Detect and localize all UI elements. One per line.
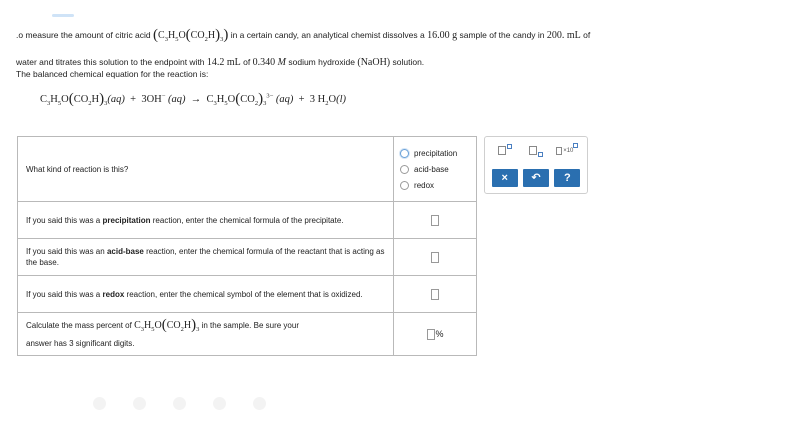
intro-text: water and titrates this solution to the endpoint with (16, 57, 205, 67)
option-precipitation[interactable] (400, 145, 476, 161)
clear-icon[interactable]: × (492, 169, 518, 187)
concentration: 0.340 M (252, 57, 286, 68)
titrant-volume: 14.2 mL (206, 57, 241, 68)
scientific-notation-icon[interactable]: ×10 (554, 141, 580, 161)
question-text: If you said this was a precipitation reaction, enter the chemical formula of the precipitate. (18, 202, 394, 239)
question-row-mass-percent (18, 313, 477, 356)
answer-cell (394, 276, 477, 313)
balanced-equation (40, 90, 346, 107)
reactant-hydroxide: OH (146, 94, 162, 105)
faded-icon (93, 397, 106, 410)
question-table (17, 136, 477, 356)
intro-text: sample of the candy in (459, 30, 545, 40)
faded-icon (253, 397, 266, 410)
top-accent-bar (52, 14, 74, 17)
equation-label: The balanced chemical equation for the reaction is: (16, 69, 209, 79)
help-icon[interactable]: ? (554, 169, 580, 187)
coefficient: 3 (309, 94, 316, 105)
intro-text: sodium hydroxide (288, 57, 355, 67)
subscript-icon[interactable] (523, 141, 549, 161)
intro-text: in a certain candy, an analytical chemist dissolves a (230, 30, 425, 40)
sample-mass: 16.00 g (427, 30, 458, 41)
answer-cell (394, 202, 477, 239)
intro-text: solution. (392, 57, 425, 67)
reactant-citric-acid: $C_3H_5O(CO_2H)_3$ (40, 91, 108, 108)
citric-acid-formula: $C_3H_5O(CO_2H)_3$ (158, 27, 224, 43)
option-label: acid-base (414, 164, 449, 174)
plus-sign: + (130, 94, 137, 105)
citric-acid-formula: $C_3H_5O(CO_2H)_3$ (134, 317, 200, 333)
radio-button[interactable] (400, 165, 409, 174)
undo-icon[interactable]: ↶ (523, 169, 549, 187)
question-text: If you said this was an acid-base reaction, enter the chemical formula of the reactant that is acting as the base. (18, 239, 394, 276)
water-volume: 200. mL (546, 30, 581, 41)
option-label: redox (414, 180, 435, 190)
product-citrate: $C_3H_5O(CO_2)_3$ (206, 91, 267, 108)
state-aq: (aq) (168, 94, 186, 105)
percent-unit: % (435, 329, 444, 339)
option-redox[interactable] (400, 177, 476, 193)
answer-cell (394, 313, 477, 356)
radio-button[interactable] (400, 149, 409, 158)
question-text: If you said this was a redox reaction, enter the chemical symbol of the element that is oxidized. (18, 276, 394, 313)
naoh-formula: (NaOH) (357, 57, 391, 68)
answer-cell (394, 239, 477, 276)
plus-sign: + (298, 94, 305, 105)
reaction-type-options (394, 137, 477, 202)
reaction-arrow-icon: → (190, 94, 202, 105)
intro-text: of (583, 30, 591, 40)
faded-icon (133, 397, 146, 410)
intro-text: .o measure the amount of citric acid (16, 30, 151, 40)
option-label: precipitation (414, 148, 458, 158)
oxidized-element-input[interactable] (431, 289, 439, 300)
math-toolbox (484, 136, 588, 194)
question-row-precipitate (18, 202, 477, 239)
option-acid-base[interactable] (400, 161, 476, 177)
intro-line-1: .o measure the amount of citric acid $(C_3H_5O(CO_2H)_3)$ in a certain candy, an analytical chemist dissolves a 16.00 g sample of the candy in 200. mL of (16, 27, 591, 43)
charge: − (161, 92, 166, 100)
charge: 3− (266, 92, 274, 100)
problem-intro (16, 23, 756, 74)
state-aq: (aq) (107, 94, 125, 105)
faded-icon (173, 397, 186, 410)
question-row-reaction-type (18, 137, 477, 202)
precipitate-formula-input[interactable] (431, 215, 439, 226)
state-aq: (aq) (275, 94, 294, 105)
coefficient: 3 (141, 94, 147, 105)
faded-icon (213, 397, 226, 410)
question-row-base (18, 239, 477, 276)
mass-percent-input[interactable] (427, 329, 435, 340)
question-text: What kind of reaction is this? (18, 137, 394, 202)
question-row-oxidized (18, 276, 477, 313)
superscript-icon[interactable] (492, 141, 518, 161)
product-water: $H_2O$ (317, 94, 337, 108)
radio-button[interactable] (400, 181, 409, 190)
question-text: Calculate the mass percent of $C_3H_5O(CO_2H)_3$ in the sample. Be sure your answer has 3 significant digits. (18, 313, 394, 356)
state-l: (l) (336, 94, 347, 105)
base-formula-input[interactable] (431, 252, 439, 263)
intro-text: of (243, 57, 251, 67)
